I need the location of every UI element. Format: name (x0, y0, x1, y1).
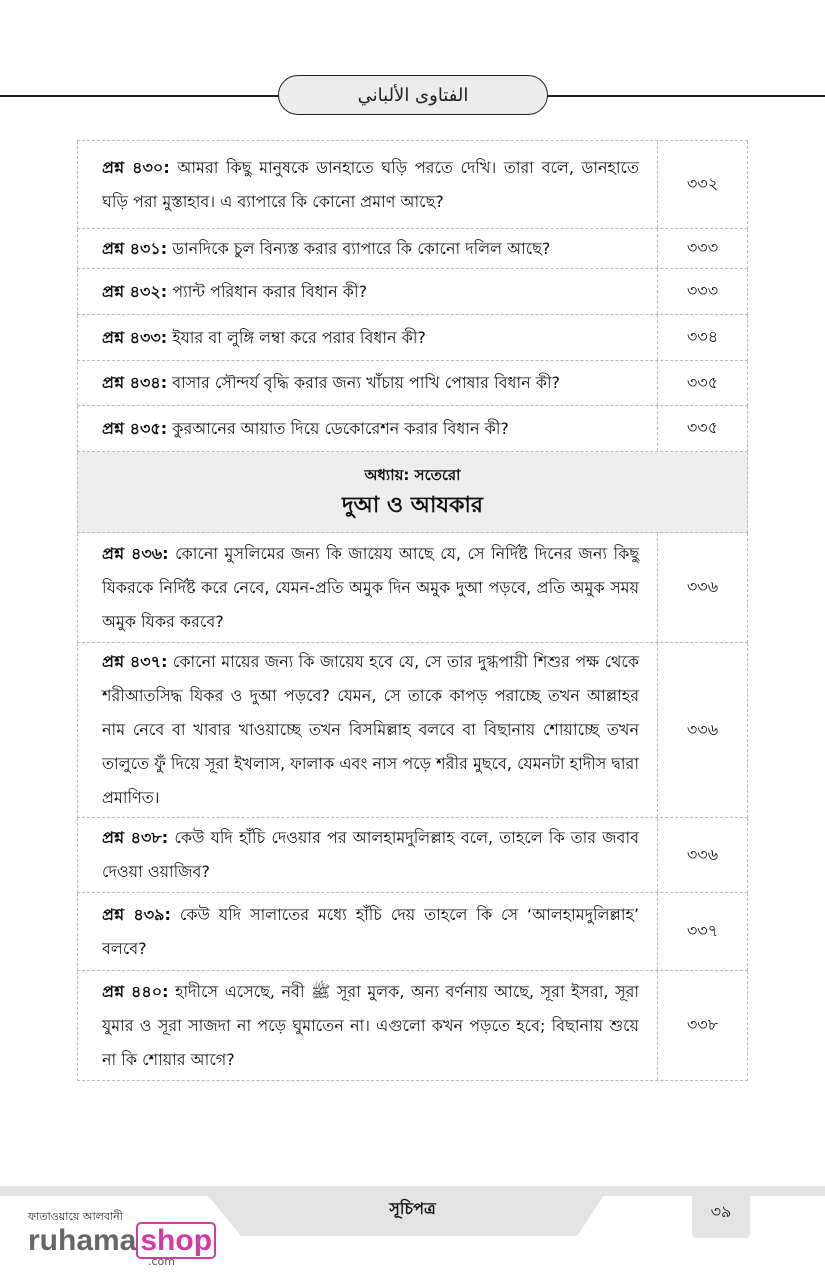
toc-row (77, 361, 748, 406)
question-body: কেউ যদি হাঁচি দেওয়ার পর আলহামদুলিল্লাহ বলে, তাহলে কি তার জবাব দেওয়া ওয়াজিব? (102, 828, 640, 881)
question-label: প্রশ্ন ৪৩০: (102, 157, 170, 177)
question-text (78, 229, 658, 268)
question-label: প্রশ্ন ৪৩৮: (102, 828, 169, 847)
question-label: প্রশ্ন ৪৩১: (102, 238, 168, 258)
toc-row (77, 643, 748, 818)
question-text (78, 818, 658, 892)
page-ref: ৩৩৪ (686, 327, 719, 346)
toc-row (77, 893, 748, 971)
question-body: বাসার সৌন্দর্য বৃদ্ধি করার জন্য খাঁচায় পাখি পোষার বিধান কী? (172, 373, 561, 392)
question-label: প্রশ্ন ৪৩৫: (102, 418, 168, 438)
page-ref: ৩৩৫ (686, 418, 719, 437)
page-ref: ৩৩৬ (686, 577, 719, 596)
question-text (78, 361, 658, 405)
page-ref: ৩৩৩ (686, 238, 719, 257)
watermark-com: .com (148, 1255, 175, 1268)
question-label: প্রশ্ন ৪৩৪: (102, 373, 168, 392)
page-ref: ৩৩৮ (686, 1015, 719, 1034)
watermark-logo (28, 1208, 216, 1268)
toc-row (77, 818, 748, 893)
page-ref: ৩৩৩ (686, 281, 719, 300)
chapter-heading (77, 452, 748, 533)
page-number: ৩৯ (692, 1186, 750, 1238)
toc-row (77, 406, 748, 452)
question-label: প্রশ্ন ৪৩৩: (102, 327, 168, 347)
question-body: প্যান্ট পরিধান করার বিধান কী? (172, 281, 368, 301)
footer-title: সূচিপত্র (389, 1199, 436, 1218)
page-ref: ৩৩২ (686, 174, 719, 193)
question-text (78, 533, 658, 642)
page-ref: ৩৩৬ (686, 844, 719, 864)
toc-row (77, 971, 748, 1081)
running-header (278, 75, 548, 115)
header-rule-left (0, 95, 280, 97)
page-ref: ৩৩৫ (686, 372, 719, 392)
question-text (78, 406, 658, 451)
header-rule-right (545, 95, 825, 97)
question-body: ইযার বা লুঙ্গি লম্বা করে পরার বিধান কী? (172, 327, 426, 347)
question-body: কোনো মায়ের জন্য কি জায়েয হবে যে, সে তার দুগ্ধপায়ী শিশুর পক্ষ থেকে শরীআতসিদ্ধ যিকর ও দুআ পড়বে? যেমন, সে তাকে কাপড় পরাচ্ছে তখন আল্লাহর নাম নেবে বা খাবার খাওয়াচ্ছে তখন বিসমিল্লাহ বলবে বা বিছানায় শোয়াচ্ছে তখন তালুতে ফুঁ দিয়ে সূরা ইখলাস, ফালাক এবং নাস পড়ে শরীর মুছবে, যেমনটা হাদীস দ্বারা প্রমাণিত। (102, 652, 640, 807)
question-body: কেউ যদি সালাতের মধ্যে হাঁচি দেয় তাহলে কি সে ‘আলহামদুলিল্লাহ’ বলবে? (102, 904, 640, 958)
table-of-contents (77, 140, 748, 1081)
question-body: কোনো মুসলিমের জন্য কি জায়েয আছে যে, সে নির্দিষ্ট দিনের জন্য কিছু যিকরকে নির্দিষ্ট করে নেবে, যেমন-প্রতি অমুক দিন অমুক দুআ পড়বে, প্রতি অমুক সময় অমুক যিকর করবে? (102, 543, 640, 631)
question-label: প্রশ্ন ৪৩২: (102, 281, 168, 301)
chapter-title: দুআ ও আযকার (342, 493, 483, 518)
header-title: الفتاوى الألباني (357, 84, 469, 106)
page-ref: ৩৩৭ (686, 921, 719, 940)
question-body: কুরআনের আয়াত দিয়ে ডেকোরেশন করার বিধান কী? (172, 418, 509, 438)
question-text (78, 269, 658, 314)
watermark-ruhama: ruhama (28, 1224, 137, 1257)
toc-row (77, 315, 748, 361)
question-text (78, 893, 658, 970)
question-body: আমরা কিছু মানুষকে ডানহাতে ঘড়ি পরতে দেখি। তারা বলে, ডানহাতে ঘড়ি পরা মুস্তাহাব। এ ব্যাপারে কি কোনো প্রমাণ আছে? (102, 157, 639, 211)
question-text (78, 141, 658, 228)
question-label: প্রশ্ন ৪৩৭: (102, 652, 168, 671)
question-label: প্রশ্ন ৪৩৯: (102, 904, 171, 924)
question-text (78, 315, 658, 360)
toc-row (77, 141, 748, 229)
chapter-number: অধ্যায়: সতেরো (364, 466, 461, 484)
question-text (78, 643, 658, 817)
toc-row (77, 533, 748, 643)
question-text (78, 971, 658, 1080)
question-label: প্রশ্ন ৪৪০: (102, 981, 169, 1001)
question-body: ডানদিকে চুল বিন্যস্ত করার ব্যাপারে কি কোনো দলিল আছে? (172, 238, 551, 258)
question-body: হাদীসে এসেছে, নবী ﷺ সূরা মুলক, অন্য বর্ণনায় আছে, সূরা ইসরা, সূরা যুমার ও সূরা সাজদা না পড়ে ঘুমাতেন না। এগুলো কখন পড়তে হবে; বিছানায় শুয়ে না কি শোয়ার আগে? (102, 981, 640, 1069)
page-ref: ৩৩৬ (686, 719, 719, 739)
watermark-shop: shop (136, 1222, 216, 1259)
toc-row (77, 269, 748, 315)
toc-row (77, 229, 748, 269)
question-label: প্রশ্ন ৪৩৬: (102, 543, 169, 563)
book-name: ফাতাওয়ায়ে আলবানী (28, 1210, 123, 1223)
